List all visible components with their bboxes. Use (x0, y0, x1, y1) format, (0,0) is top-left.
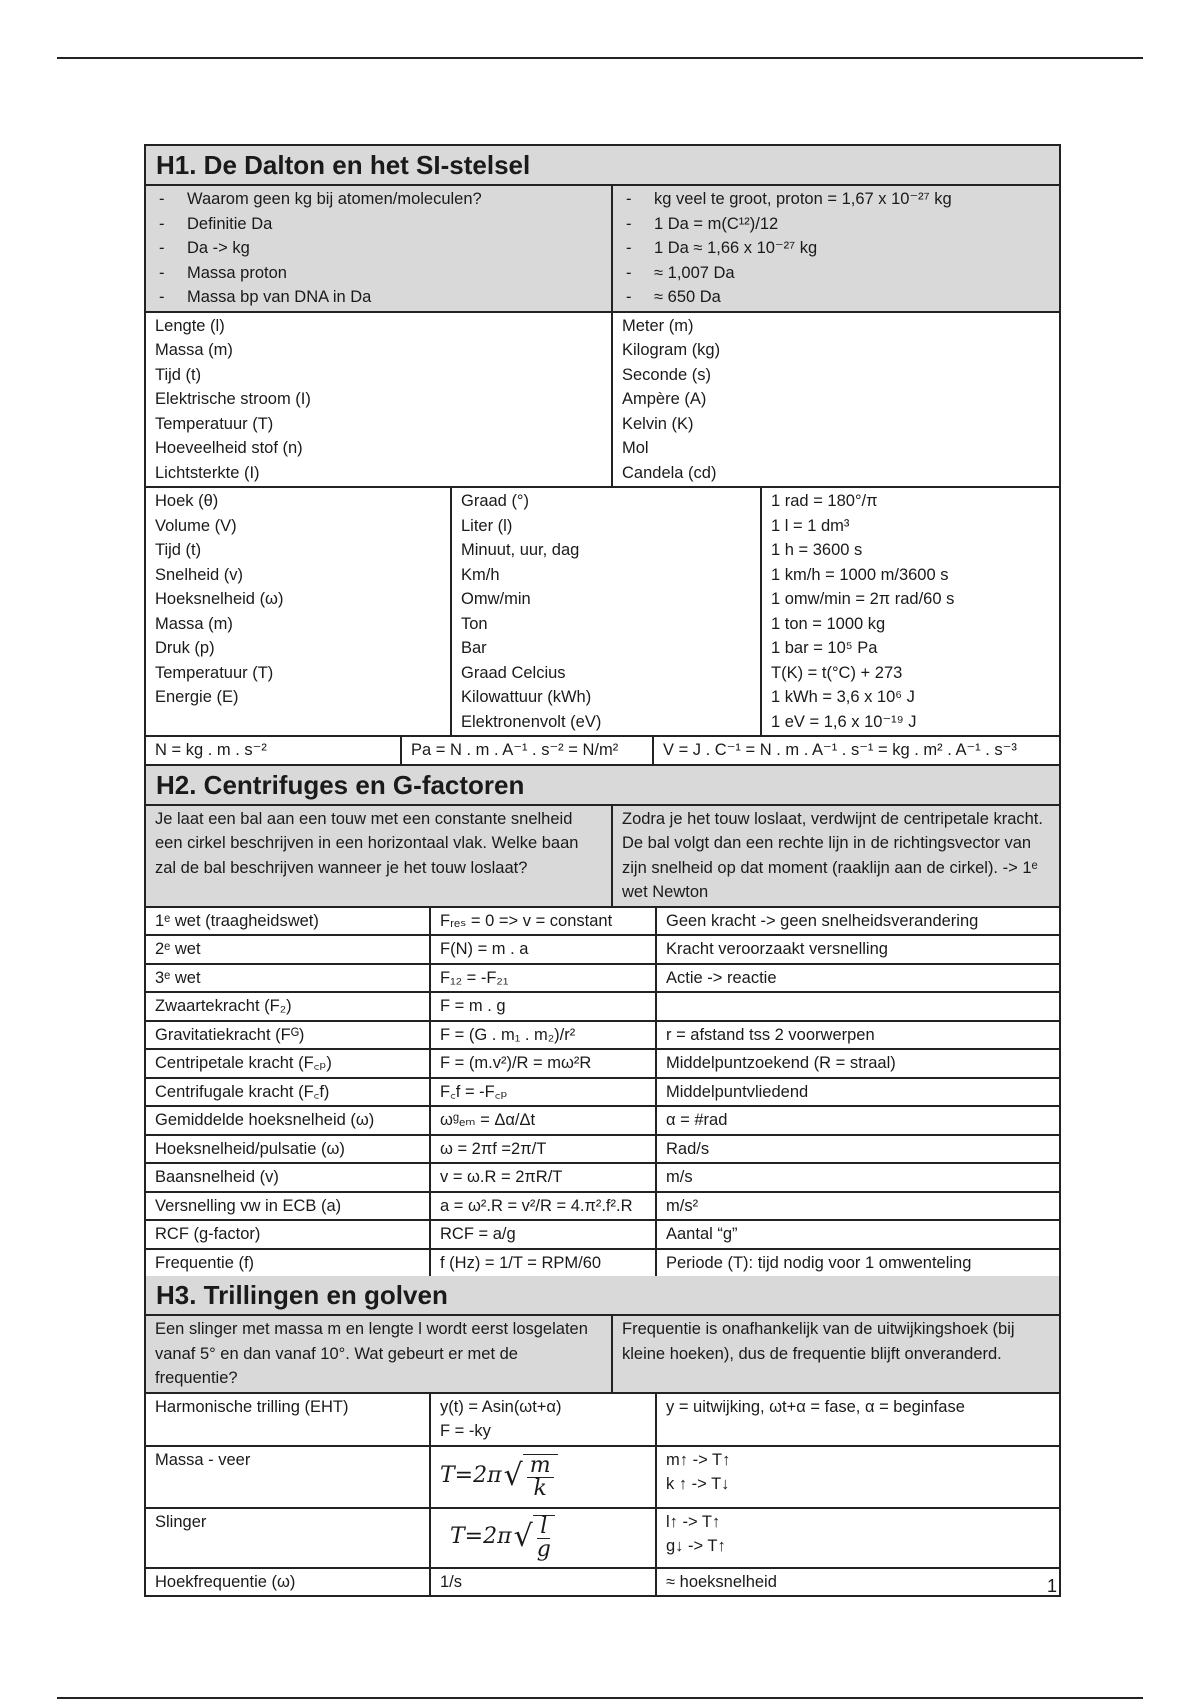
other-units-row (146, 488, 1059, 737)
h3-title: H3. Trillingen en golven (146, 1276, 1059, 1316)
row-note: m/s² (655, 1193, 1059, 1220)
other-quantity: Hoeksnelheid (ω) (155, 590, 284, 608)
si-quantity: Lengte (l) (155, 316, 225, 335)
table-row (146, 1193, 1059, 1222)
row-note: Periode (T): tijd nodig voor 1 omwenteling (655, 1250, 1059, 1277)
other-unit: Graad (°) (461, 492, 530, 510)
row-label: 2ᵉ wet (155, 940, 201, 958)
h2-answer: Zodra je het touw loslaat, verdwijnt de centripetale kracht. De bal volgt dan een rechte lijn in de richtingsvector van zijn snelheid op dat moment (raaklijn aan de cirkel). -> 1ᵉ wet Newton (611, 806, 1059, 906)
table-row (146, 1221, 1059, 1250)
conversion: T(K) = t(°C) + 273 (771, 663, 903, 682)
table-row (146, 1107, 1059, 1136)
row-label: Frequentie (f) (155, 1253, 255, 1272)
row-formula: F = (G . m₁ . m₂)/r² (429, 1022, 655, 1049)
row-note: α = #rad (655, 1107, 1059, 1134)
row-formula: f (Hz) = 1/T = RPM/60 (429, 1250, 655, 1277)
row-formula: F₁₂ = -F₂₁ (429, 965, 655, 992)
row-formula: a = ω².R = v²/R = 4.π².f².R (429, 1193, 655, 1220)
h3-question: Een slinger met massa m en lengte l wordt eerst losgelaten vanaf 5° en dan vanaf 10°. Wat gebeurt er met de frequentie? (155, 1320, 588, 1387)
other-unit: Ton (461, 614, 488, 633)
other-unit: Bar (461, 639, 487, 657)
other-unit: Liter (l) (461, 516, 513, 535)
h1-title: H1. De Dalton en het SI-stelsel (146, 146, 1059, 186)
h1-intro-row (146, 186, 1059, 313)
row-label: Centrifugale kracht (F꜀f) (155, 1082, 330, 1101)
row-note: Middelpuntzoekend (R = straal) (655, 1050, 1059, 1077)
si-quantity: Hoeveelheid stof (n) (155, 439, 303, 457)
derived-volt: V = J . C⁻¹ = N . m . A⁻¹ . s⁻¹ = kg . m² . A⁻¹ . s⁻³ (652, 737, 1059, 764)
row-label: Baansnelheid (v) (155, 1168, 279, 1186)
table-row (146, 1022, 1059, 1051)
other-unit: Kilowattuur (kWh) (461, 688, 592, 706)
table-row (146, 908, 1059, 937)
row-label: RCF (g-factor) (155, 1225, 261, 1243)
h1-question-item: - Da -> kg (155, 236, 602, 261)
table-row (146, 1164, 1059, 1193)
h1-answer-item: - 1 Da = m(C¹²)/12 (622, 212, 1050, 237)
table-row (146, 1136, 1059, 1165)
table-row (146, 965, 1059, 994)
h1-question-item: - Massa bp van DNA in Da (155, 285, 602, 310)
row-note: Geen kracht -> geen snelheidsverandering (655, 908, 1059, 935)
h2-question-row (146, 806, 1059, 908)
si-unit: Kelvin (K) (622, 414, 694, 433)
row-label: 1ᵉ wet (traagheidswet) (155, 911, 319, 930)
other-unit: Minuut, uur, dag (461, 541, 580, 559)
si-base-row (146, 313, 1059, 489)
h1-answer-item: - kg veel te groot, proton = 1,67 x 10⁻²⁷ kg (622, 187, 1050, 212)
row-note (655, 993, 1059, 1020)
conversion: 1 eV = 1,6 x 10⁻¹⁹ J (771, 712, 917, 731)
table-row (146, 1250, 1059, 1277)
other-quantity: Snelheid (v) (155, 565, 244, 584)
row-note: Kracht veroorzaakt versnelling (655, 936, 1059, 963)
h1-answer-item: - ≈ 650 Da (622, 285, 1050, 310)
h3-question-row (146, 1316, 1059, 1394)
other-unit: Km/h (461, 565, 500, 584)
other-unit: Omw/min (461, 590, 531, 608)
h1-question-item: - Waarom geen kg bij atomen/moleculen? (155, 187, 602, 212)
row-note: Aantal “g” (655, 1221, 1059, 1248)
row-formula: ω = 2πf =2π/T (429, 1136, 655, 1163)
conversion: 1 rad = 180°/π (771, 492, 878, 510)
other-quantity: Massa (m) (155, 614, 233, 633)
bottom-rule (57, 1697, 1143, 1699)
other-unit: Graad Celcius (461, 663, 566, 682)
row-formula: v = ω.R = 2πR/T (429, 1164, 655, 1191)
other-quantity: Druk (p) (155, 639, 215, 657)
conversion: 1 bar = 10⁵ Pa (771, 639, 878, 657)
massa-veer-row: Massa - veer T=2π √ m k m↑ -> T↑ k ↑ -> T↓ (146, 1447, 1059, 1509)
other-quantity: Temperatuur (T) (155, 663, 274, 682)
conversion: 1 km/h = 1000 m/3600 s (771, 565, 949, 584)
conversion: 1 kWh = 3,6 x 10⁶ J (771, 688, 915, 706)
top-rule (57, 57, 1143, 59)
si-quantity: Elektrische stroom (I) (155, 390, 311, 408)
si-unit: Ampère (A) (622, 390, 707, 408)
row-label: Gravitatiekracht (Fᴳ) (155, 1025, 305, 1044)
other-quantity: Tijd (t) (155, 541, 202, 559)
table-row (146, 993, 1059, 1022)
row-formula: RCF = a/g (429, 1221, 655, 1248)
row-formula: F꜀f = -F꜀ₚ (429, 1079, 655, 1106)
page-number: 1 (1046, 1576, 1057, 1596)
hoekfrequentie-row: Hoekfrequentie (ω) 1/s ≈ hoeksnelheid (146, 1569, 1059, 1596)
si-unit: Seconde (s) (622, 365, 711, 384)
eht-row: Harmonische trilling (EHT) y(t) = Asin(ωt+α) F = -ky y = uitwijking, ωt+α = fase, α = beginfase (146, 1394, 1059, 1447)
row-note: Rad/s (655, 1136, 1059, 1163)
row-note: r = afstand tss 2 voorwerpen (655, 1022, 1059, 1049)
massa-veer-formula: T=2π √ m k (429, 1447, 655, 1507)
si-quantity: Tijd (t) (155, 365, 202, 384)
other-quantity: Hoek (θ) (155, 492, 219, 510)
si-quantity: Lichtsterkte (I) (155, 463, 260, 482)
h1-answer-item: - 1 Da ≈ 1,66 x 10⁻²⁷ kg (622, 236, 1050, 261)
row-label: 3ᵉ wet (155, 968, 201, 987)
slinger-formula: T=2π √ l g (429, 1509, 655, 1567)
other-quantity: Energie (E) (155, 688, 239, 706)
row-label: Centripetale kracht (F꜀ₚ) (155, 1054, 332, 1072)
row-formula: F(N) = m . a (429, 936, 655, 963)
si-unit: Candela (cd) (622, 463, 717, 482)
conversion: 1 ton = 1000 kg (771, 614, 886, 633)
si-quantity: Temperatuur (T) (155, 414, 274, 433)
other-unit: Elektronenvolt (eV) (461, 712, 602, 731)
row-label: Versnelling vw in ECB (a) (155, 1196, 342, 1215)
si-unit: Meter (m) (622, 316, 694, 335)
h1-answer-item: - ≈ 1,007 Da (622, 261, 1050, 286)
h2-title: H2. Centrifuges en G-factoren (146, 766, 1059, 806)
si-unit: Mol (622, 439, 649, 457)
table-row (146, 936, 1059, 965)
row-label: Gemiddelde hoeksnelheid (ω) (155, 1111, 375, 1129)
h1-question-item: - Massa proton (155, 261, 602, 286)
summary-table (144, 144, 1061, 1597)
row-note: m/s (655, 1164, 1059, 1191)
row-label: Zwaartekracht (F₂) (155, 997, 292, 1015)
derived-pascal: Pa = N . m . A⁻¹ . s⁻² = N/m² (400, 737, 652, 764)
si-quantity: Massa (m) (155, 341, 233, 359)
row-formula: Fᵣₑₛ = 0 => v = constant (429, 908, 655, 935)
conversion: 1 h = 3600 s (771, 541, 863, 559)
row-note: Middelpuntvliedend (655, 1079, 1059, 1106)
conversion: 1 l = 1 dm³ (771, 516, 850, 535)
h2-question: Je laat een bal aan een touw met een constante snelheid een cirkel beschrijven in een horizontaal vlak. Welke baan zal de bal beschrijven wanneer je het touw loslaat? (155, 809, 579, 877)
row-note: Actie -> reactie (655, 965, 1059, 992)
row-label: Hoeksnelheid/pulsatie (ω) (155, 1139, 345, 1158)
row-formula: F = m . g (429, 993, 655, 1020)
slinger-row: Slinger T=2π √ l g l↑ -> T↑ g↓ -> T↑ (146, 1509, 1059, 1569)
conversion: 1 omw/min = 2π rad/60 s (771, 590, 955, 608)
si-unit: Kilogram (kg) (622, 341, 721, 359)
h3-answer: Frequentie is onafhankelijk van de uitwijkingshoek (bij kleine hoeken), dus de frequentie blijft onveranderd. (611, 1316, 1059, 1392)
derived-newton: N = kg . m . s⁻² (155, 741, 267, 759)
other-quantity: Volume (V) (155, 516, 237, 535)
row-formula: F = (m.v²)/R = mω²R (429, 1050, 655, 1077)
h1-question-item: - Definitie Da (155, 212, 602, 237)
derived-units-row (146, 737, 1059, 766)
table-row (146, 1050, 1059, 1079)
row-formula: ωᵍₑₘ = Δα/Δt (429, 1107, 655, 1134)
table-row (146, 1079, 1059, 1108)
h2-formula-rows (146, 908, 1059, 1277)
